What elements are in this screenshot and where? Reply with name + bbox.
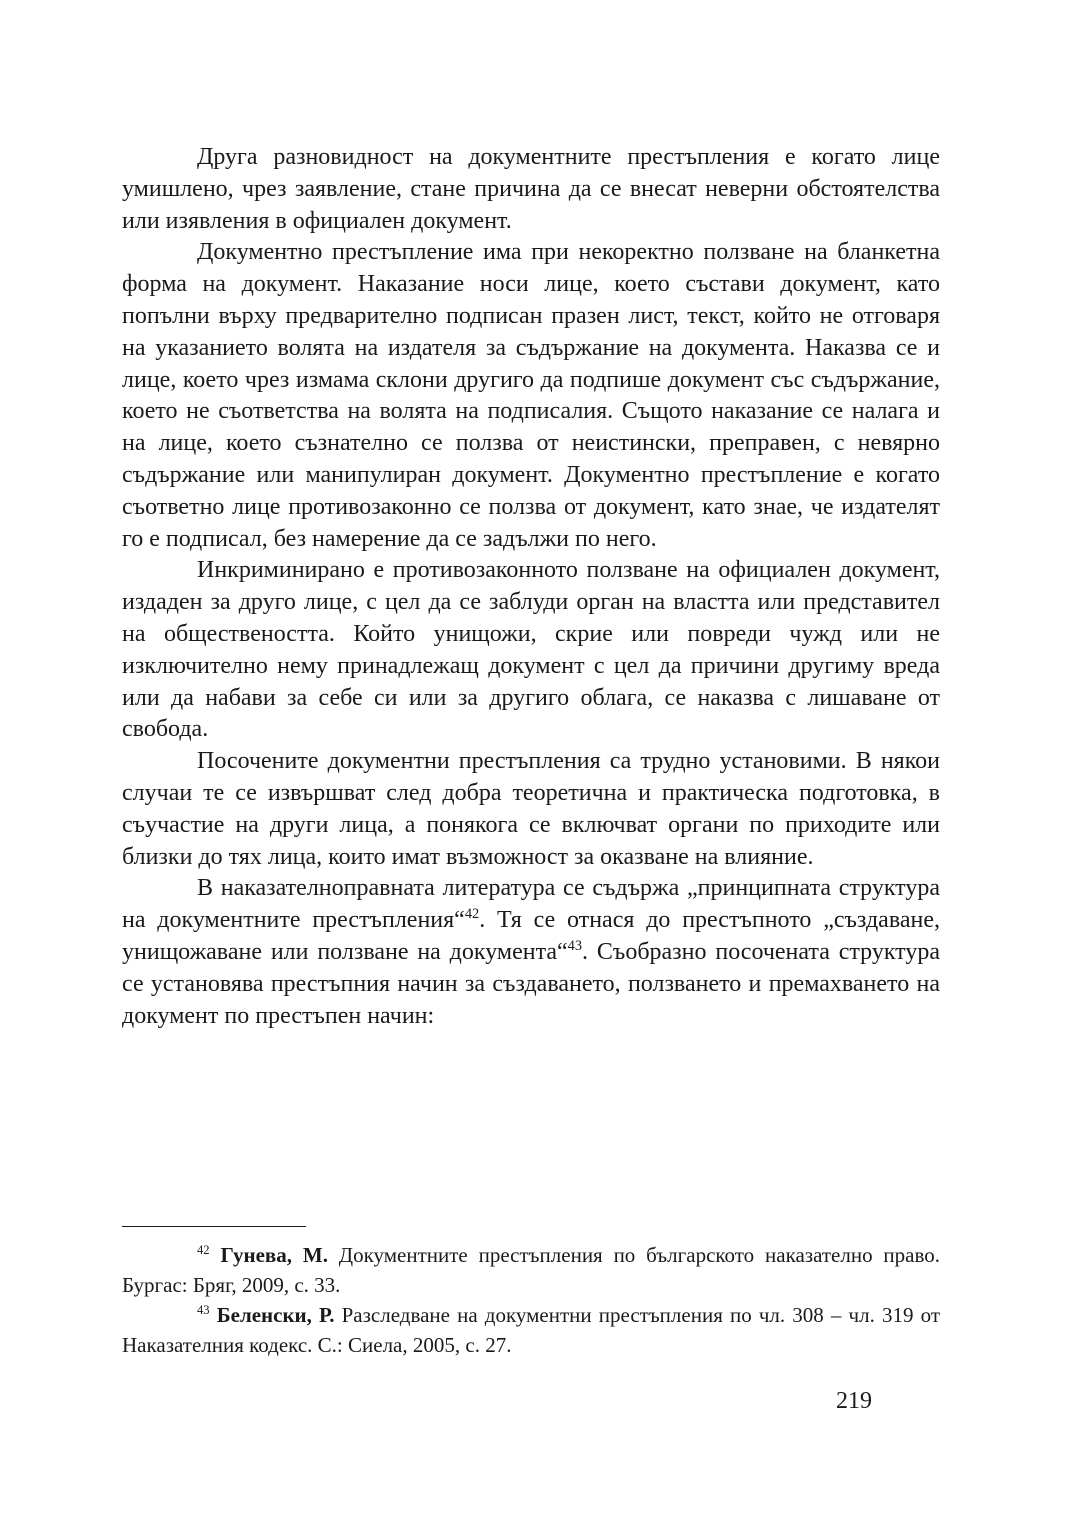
paragraph: Документно престъпление има при некоректно ползване на бланкетна форма на документ. Наказание носи лице, което състави документ, като попълни върху предварително подписан празен лист, текст, който не отговаря на указанието волята на издателя за съдържание на документа. Наказва се и лице, което чрез измама склони другиго да подпише документ със съдържание, което не съответства на волята на подписалия. Същото наказание се налага и на лице, което съзнателно се ползва от неистински, преправен, с невярно съдържание или манипулиран документ. Документно престъпление е когато съответно лице противозаконно се ползва от документ, като знае, че издателят го е подписал, без намерение да се задължи по него. [122,239,940,552]
paragraph: Инкриминирано е противозаконното ползване на официален документ, издаден за друго лице, с цел да се заблуди орган на властта или представител на обществеността. Който унищожи, скрие или повреди чужд или не изключително нему принадлежащ документ с цел да причини другиму вреда или да набави за себе си или за другиго облага, се наказва с лишаване от свобода. [122,557,940,743]
footnote [122,1240,940,1300]
footnote-separator [122,1226,306,1227]
paragraph-text: В наказателноправната литература се съдържа „принципната структура на документните престъпления“ [122,875,940,934]
footnote-text: Документните престъпления по българското наказателно право. Бургас: Бряг, 2009, с. 33. [122,1243,940,1297]
paragraph-text: . Съобразно посочената структура се установява престъпния начин за създаването, ползването и премахването на документ по престъпен начин: [122,938,940,1029]
footnote-ref: 43 [567,937,583,954]
footnote-text: Разследване на документни престъпления по чл. 308 – чл. 319 от Наказателния кодекс. С.: Сиела, 2005, с. 27. [122,1303,940,1357]
footnote-ref: 42 [464,906,480,923]
footnote-author: Гунева, М. [220,1243,328,1267]
footnote-number: 43 [197,1303,210,1317]
footnotes [122,1240,940,1360]
paragraph: Друга разновидност на документните престъпления е когато лице умишлено, чрез заявление, стане причина да се внесат неверни обстоятелства или изявления в официален документ. [122,144,940,234]
footnote-number: 42 [197,1243,210,1257]
footnote-author: Беленски, Р. [216,1303,335,1327]
paragraph-with-citations [122,873,940,1032]
paragraph-text: . Тя се отнася до престъпното „създаване, унищожаване или ползване на документа“ [122,907,940,965]
paragraph: Посочените документни престъпления са трудно установими. В някои случаи те се извършват след добра теоретична и практическа подготовка, в съучастие на други лица, а понякога се включват органи по приходите или близки до тях лица, които имат възможност за оказване на влияние. [122,748,940,870]
page-number: 219 [836,1388,872,1414]
main-text [122,142,940,1032]
footnote [122,1300,940,1360]
